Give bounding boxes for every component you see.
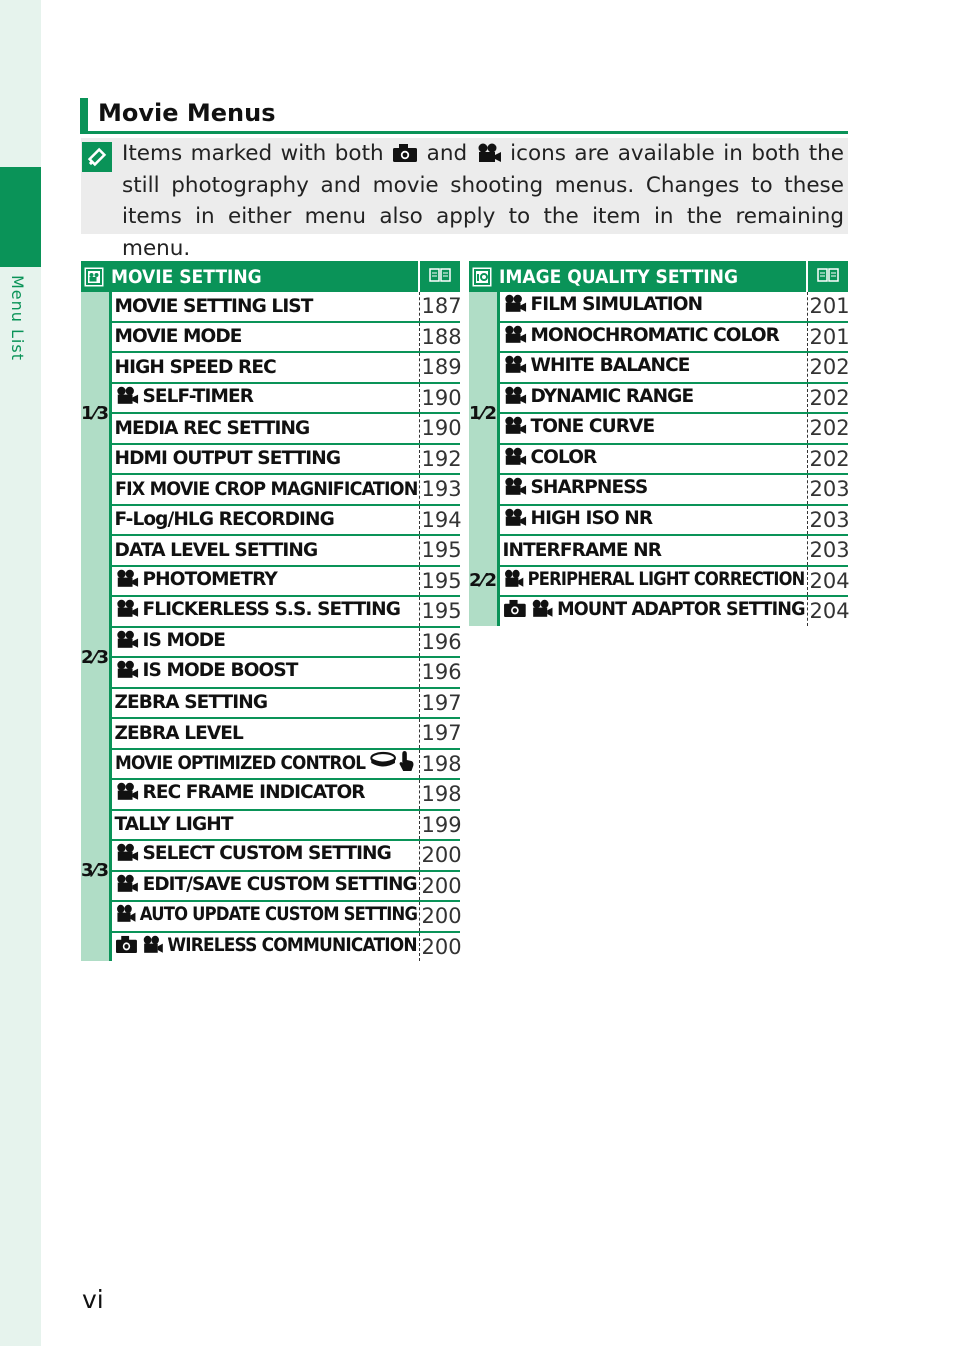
page-reference: 194 xyxy=(419,505,460,536)
menu-item xyxy=(110,322,419,353)
movie-camera-icon xyxy=(115,782,139,806)
menu-item-label: FILM SIMULATION xyxy=(530,294,703,316)
book-icon xyxy=(816,267,840,283)
table-row xyxy=(81,566,460,597)
menu-page-indicator: 2⁄2 xyxy=(469,535,498,626)
table-row xyxy=(81,322,460,353)
table-row xyxy=(469,535,848,566)
page-reference: 200 xyxy=(419,932,460,962)
menu-item-label: MEDIA REC SETTING xyxy=(114,417,310,439)
table-row xyxy=(81,444,460,475)
page-reference: 203 xyxy=(807,535,848,566)
page-number: vi xyxy=(82,1285,104,1314)
menu-item xyxy=(110,932,419,962)
menu-item-label: IS MODE xyxy=(142,629,225,651)
menu-item xyxy=(110,749,419,780)
page-reference: 204 xyxy=(807,596,848,626)
page-reference: 199 xyxy=(419,810,460,841)
table-row xyxy=(469,596,848,626)
menu-item xyxy=(110,871,419,902)
movie-camera-icon xyxy=(503,355,527,379)
menu-item xyxy=(110,444,419,475)
movie-camera-icon xyxy=(115,599,139,623)
menu-item-label: IS MODE BOOST xyxy=(142,660,298,682)
menu-item-label: DATA LEVEL SETTING xyxy=(114,539,318,561)
movie-camera-icon xyxy=(503,325,527,349)
note-text-part1: Items marked with both xyxy=(122,141,384,166)
page-reference: 188 xyxy=(419,322,460,353)
menu-item xyxy=(498,292,807,322)
menu-item-label: ZEBRA LEVEL xyxy=(114,722,243,744)
table-row xyxy=(469,383,848,414)
table-row xyxy=(81,688,460,719)
page-reference: 203 xyxy=(807,474,848,505)
menu-item-label: INTERFRAME NR xyxy=(502,539,662,561)
table-row xyxy=(81,413,460,444)
menu-item-label: PERIPHERAL LIGHT CORRECTION xyxy=(527,568,805,590)
menu-item-label: COLOR xyxy=(530,446,597,468)
table-row xyxy=(81,505,460,536)
page-reference: 187 xyxy=(419,292,460,322)
image-quality-menu-icon xyxy=(472,267,492,287)
menu-item-label: WHITE BALANCE xyxy=(530,355,690,377)
table-row xyxy=(81,292,460,322)
menu-page-indicator: 2⁄3 xyxy=(81,535,110,779)
heading-bar xyxy=(80,98,88,131)
movie-camera-icon xyxy=(503,447,527,471)
page-ref-header xyxy=(807,261,848,292)
movie-setting-table xyxy=(81,261,460,961)
movie-camera-icon xyxy=(503,386,527,410)
page-reference: 202 xyxy=(807,352,848,383)
still-camera-icon xyxy=(392,143,418,163)
menu-item xyxy=(110,657,419,688)
table-row xyxy=(81,596,460,627)
menu-item-label: SELF-TIMER xyxy=(142,385,254,407)
table-row xyxy=(81,352,460,383)
page-reference: 201 xyxy=(807,292,848,322)
menu-item xyxy=(498,352,807,383)
still-camera-icon xyxy=(503,599,527,623)
page-reference: 203 xyxy=(807,505,848,536)
page-reference: 195 xyxy=(419,535,460,566)
menu-item xyxy=(498,535,807,566)
table-row xyxy=(81,779,460,810)
menu-page-indicator: 3⁄3 xyxy=(81,779,110,961)
movie-camera-icon xyxy=(115,874,139,898)
page-reference: 192 xyxy=(419,444,460,475)
menu-item-label: FIX MOVIE CROP MAGNIFICATION xyxy=(114,478,418,500)
table-row xyxy=(469,413,848,444)
menu-item xyxy=(110,292,419,322)
menu-item-label: MOVIE MODE xyxy=(114,326,242,348)
menu-item xyxy=(498,322,807,353)
movie-camera-icon xyxy=(503,508,527,532)
note-text-part3: icons are available in both the still photography and movie shooting menus. Changes to these items in either menu also apply to the item in the remaining menu. xyxy=(122,141,844,261)
menu-page-indicator: 1⁄2 xyxy=(469,292,498,535)
page-reference: 202 xyxy=(807,383,848,414)
menu-item xyxy=(498,413,807,444)
page-reference: 200 xyxy=(419,871,460,902)
chapter-label: Menu List xyxy=(8,275,27,361)
note-box xyxy=(81,138,848,261)
movie-camera-icon xyxy=(503,569,524,593)
movie-setting-title: MOVIE SETTING xyxy=(111,265,262,288)
menu-item-label: TONE CURVE xyxy=(530,416,655,438)
menu-item-label: HIGH SPEED REC xyxy=(114,356,276,378)
movie-camera-icon xyxy=(503,294,527,318)
menu-item xyxy=(110,505,419,536)
note-icon xyxy=(82,142,112,172)
menu-item xyxy=(110,627,419,658)
page-reference: 204 xyxy=(807,566,848,597)
menu-item-label: SELECT CUSTOM SETTING xyxy=(142,843,391,865)
menu-item-label: FLICKERLESS S.S. SETTING xyxy=(142,599,401,621)
movie-camera-icon xyxy=(530,599,553,623)
menu-item-label: MONOCHROMATIC COLOR xyxy=(530,324,779,346)
page-reference: 195 xyxy=(419,566,460,597)
note-text xyxy=(122,138,844,264)
note-text-part2: and xyxy=(426,141,468,166)
image-quality-setting-title: IMAGE QUALITY SETTING xyxy=(499,265,738,288)
image-quality-setting-table xyxy=(469,261,848,626)
menu-item xyxy=(110,413,419,444)
movie-camera-icon xyxy=(476,143,502,163)
movie-camera-icon xyxy=(503,416,527,440)
table-row xyxy=(81,627,460,658)
page-ref-header xyxy=(419,261,460,292)
table-row xyxy=(81,901,460,932)
menu-item-label: F-Log/HLG RECORDING xyxy=(114,509,334,531)
menu-item-label: PHOTOMETRY xyxy=(142,568,277,590)
menu-item-label: WIRELESS COMMUNICATION xyxy=(166,934,417,956)
page-reference: 202 xyxy=(807,444,848,475)
page-reference: 189 xyxy=(419,352,460,383)
menu-item xyxy=(110,779,419,810)
table-row xyxy=(81,535,460,566)
movie-camera-icon xyxy=(503,477,527,501)
page-reference: 198 xyxy=(419,779,460,810)
page-reference: 198 xyxy=(419,749,460,780)
table-row xyxy=(81,383,460,414)
table-row xyxy=(81,810,460,841)
movie-camera-icon xyxy=(115,843,139,867)
table-row xyxy=(469,352,848,383)
menu-item-label: REC FRAME INDICATOR xyxy=(142,782,365,804)
table-row xyxy=(469,444,848,475)
page-reference: 196 xyxy=(419,657,460,688)
menu-item-label: DYNAMIC RANGE xyxy=(530,385,694,407)
menu-item-label: MOUNT ADAPTOR SETTING xyxy=(556,599,805,621)
menu-item-label: ZEBRA SETTING xyxy=(114,692,268,714)
menu-item xyxy=(110,566,419,597)
menu-item-label: SHARPNESS xyxy=(530,477,648,499)
menu-item-label: HDMI OUTPUT SETTING xyxy=(114,448,341,470)
dial-touch-icon xyxy=(369,750,416,777)
menu-page-indicator: 1⁄3 xyxy=(81,292,110,535)
table-row xyxy=(81,718,460,749)
menu-item xyxy=(110,535,419,566)
menu-item xyxy=(498,566,807,597)
page-reference: 201 xyxy=(807,322,848,353)
table-row xyxy=(469,505,848,536)
page-reference: 197 xyxy=(419,688,460,719)
menu-item xyxy=(110,474,419,505)
menu-item xyxy=(498,444,807,475)
menu-item-label: MOVIE SETTING LIST xyxy=(114,295,313,317)
page-reference: 195 xyxy=(419,596,460,627)
page-reference: 190 xyxy=(419,383,460,414)
table-row xyxy=(81,657,460,688)
menu-item-label: HIGH ISO NR xyxy=(530,507,653,529)
menu-item xyxy=(110,901,419,932)
movie-camera-icon xyxy=(115,630,139,654)
menu-item xyxy=(110,596,419,627)
page-reference: 197 xyxy=(419,718,460,749)
movie-camera-icon xyxy=(115,904,136,928)
menu-item xyxy=(498,596,807,626)
movie-setting-header xyxy=(81,261,419,292)
movie-camera-icon xyxy=(141,935,163,959)
page-title: Movie Menus xyxy=(98,99,276,127)
menu-item-label: TALLY LIGHT xyxy=(114,814,233,836)
menu-item xyxy=(110,688,419,719)
movie-menu-icon xyxy=(84,267,104,287)
menu-item-label: EDIT/SAVE CUSTOM SETTING xyxy=(142,873,417,895)
menu-item xyxy=(110,810,419,841)
section-heading xyxy=(80,98,848,134)
table-row xyxy=(469,566,848,597)
book-icon xyxy=(428,267,452,283)
page-reference: 202 xyxy=(807,413,848,444)
page-reference: 200 xyxy=(419,840,460,871)
menu-item xyxy=(498,505,807,536)
menu-item xyxy=(498,383,807,414)
still-camera-icon xyxy=(115,935,138,959)
menu-item xyxy=(110,383,419,414)
page-reference: 196 xyxy=(419,627,460,658)
movie-camera-icon xyxy=(115,386,139,410)
chapter-tab xyxy=(0,167,41,267)
page-reference: 200 xyxy=(419,901,460,932)
menu-item xyxy=(110,718,419,749)
table-row xyxy=(469,474,848,505)
movie-camera-icon xyxy=(115,569,139,593)
movie-camera-icon xyxy=(115,660,139,684)
menu-item xyxy=(110,840,419,871)
menu-item-label: MOVIE OPTIMIZED CONTROL xyxy=(114,753,365,775)
page-reference: 193 xyxy=(419,474,460,505)
menu-item-label: AUTO UPDATE CUSTOM SETTING xyxy=(139,904,417,926)
table-row xyxy=(81,840,460,871)
table-row xyxy=(81,871,460,902)
table-row xyxy=(81,749,460,780)
table-row xyxy=(81,932,460,962)
menu-item xyxy=(110,352,419,383)
table-row xyxy=(469,292,848,322)
menu-item xyxy=(498,474,807,505)
image-quality-setting-header xyxy=(469,261,807,292)
page-reference: 190 xyxy=(419,413,460,444)
table-row xyxy=(81,474,460,505)
table-row xyxy=(469,322,848,353)
